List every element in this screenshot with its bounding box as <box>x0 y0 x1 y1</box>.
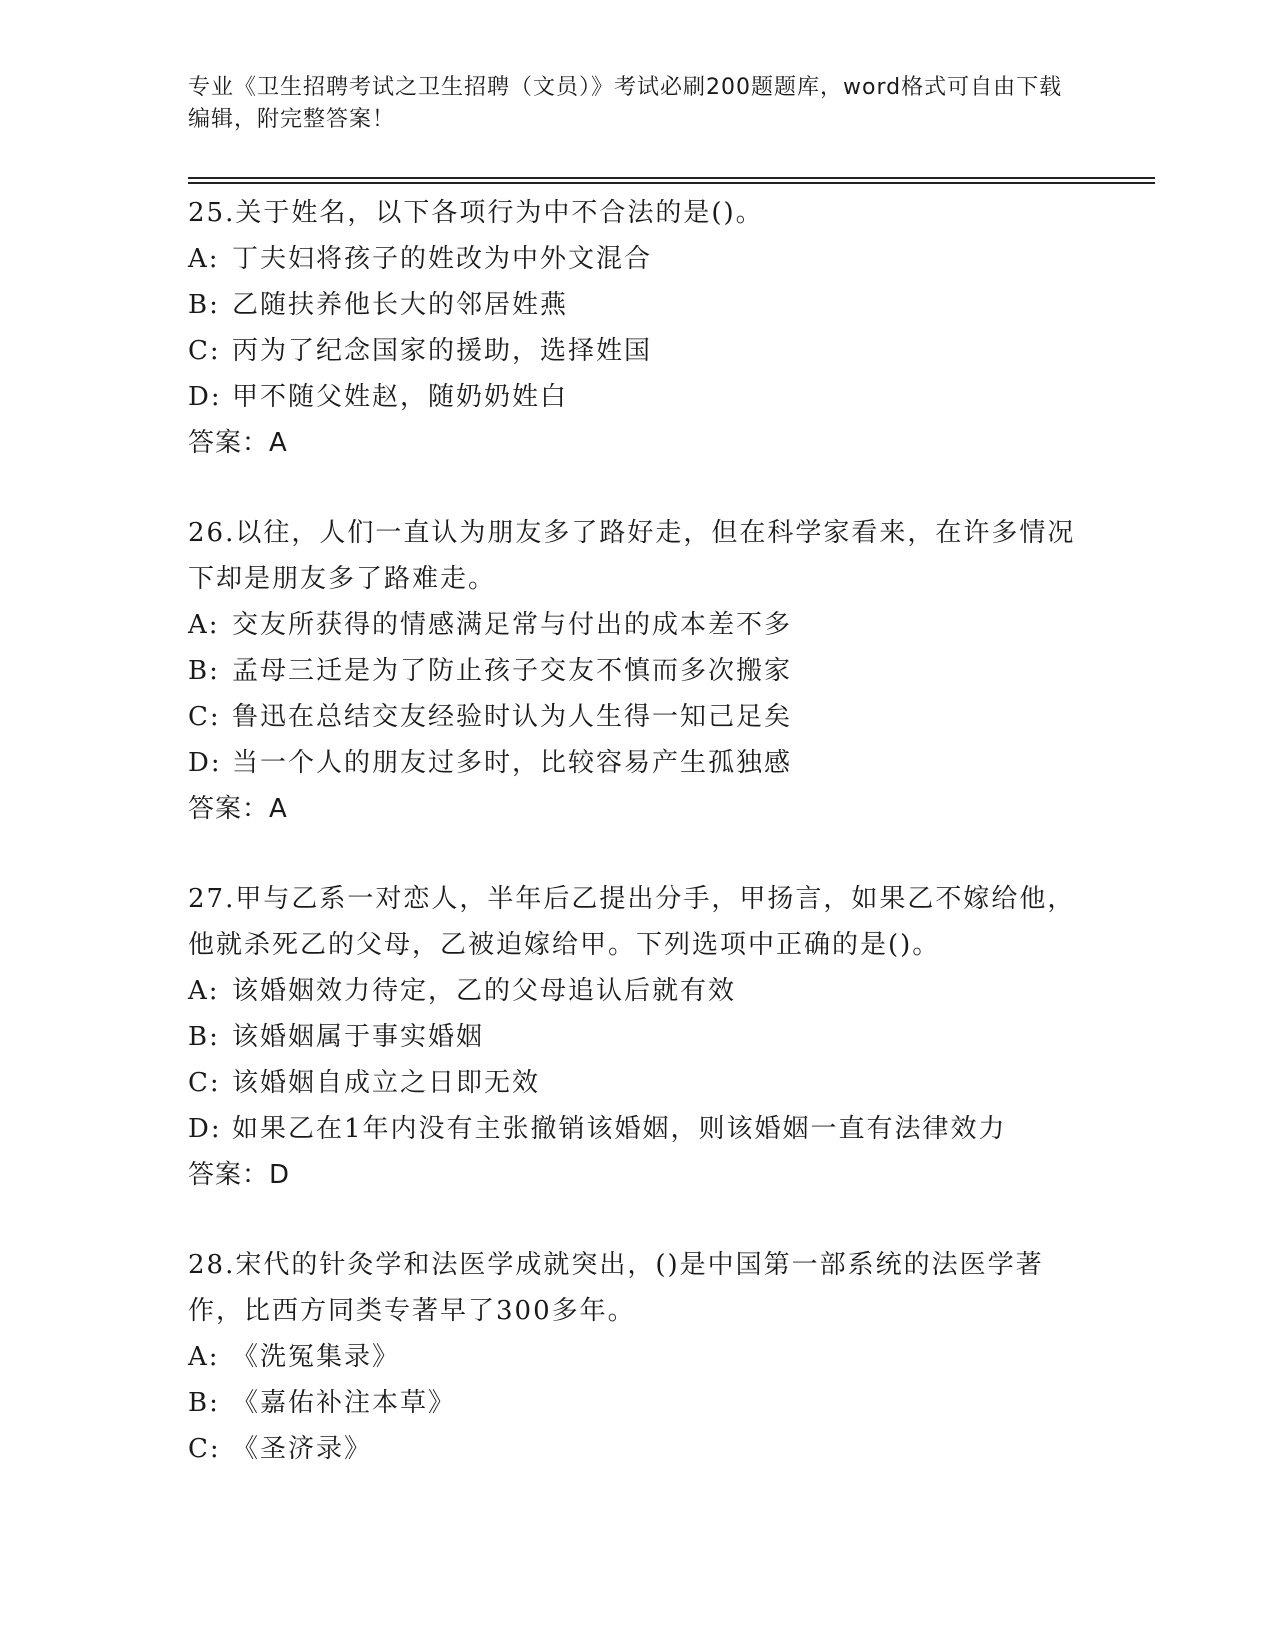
option-text: 交友所获得的情感满足常与付出的成本差不多 <box>232 610 793 640</box>
option-key: B: <box>188 290 220 320</box>
option-a <box>188 968 1088 1014</box>
option-b <box>188 1014 1088 1060</box>
option-key: D: <box>188 382 222 412</box>
option-c <box>188 1060 1088 1106</box>
option-text: 该婚姻自成立之日即无效 <box>232 1068 541 1098</box>
option-text: 《嘉佑补注本草》 <box>232 1388 457 1418</box>
answer: 答案：A <box>188 428 288 458</box>
document-header: 专业《卫生招聘考试之卫生招聘（文员）》考试必刷200题题库，word格式可自由下载编辑，附完整答案！ <box>188 75 1063 132</box>
question-25 <box>188 190 1088 466</box>
answer: 答案：A <box>188 794 288 824</box>
option-key: D: <box>188 1114 222 1144</box>
option-a <box>188 236 1088 282</box>
option-text: 孟母三迁是为了防止孩子交友不慎而多次搬家 <box>232 656 793 686</box>
option-key: A: <box>188 610 220 640</box>
question-list <box>188 190 1088 1516</box>
option-b <box>188 1380 1088 1426</box>
option-a <box>188 602 1088 648</box>
option-d <box>188 1106 1088 1152</box>
question-28 <box>188 1242 1088 1472</box>
option-text: 如果乙在1年内没有主张撤销该婚姻，则该婚姻一直有法律效力 <box>232 1114 1007 1144</box>
question-stem: 28.宋代的针灸学和法医学成就突出，()是中国第一部系统的法医学著作，比西方同类专著早了300多年。 <box>188 1250 1044 1326</box>
option-key: C: <box>188 702 221 732</box>
option-c <box>188 694 1088 740</box>
option-text: 乙随扶养他长大的邻居姓燕 <box>232 290 569 320</box>
option-a <box>188 1334 1088 1380</box>
option-d <box>188 374 1088 420</box>
option-key: B: <box>188 656 220 686</box>
option-text: 《洗冤集录》 <box>232 1342 401 1372</box>
option-text: 丙为了纪念国家的援助，选择姓国 <box>232 336 653 366</box>
option-text: 当一个人的朋友过多时，比较容易产生孤独感 <box>232 748 793 778</box>
option-key: A: <box>188 244 220 274</box>
option-key: D: <box>188 748 222 778</box>
header-divider-bottom <box>188 182 1155 184</box>
option-key: A: <box>188 1342 220 1372</box>
option-b <box>188 282 1088 328</box>
option-b <box>188 648 1088 694</box>
option-text: 该婚姻效力待定，乙的父母追认后就有效 <box>232 976 737 1006</box>
question-26 <box>188 510 1088 832</box>
option-text: 《圣济录》 <box>232 1434 373 1464</box>
option-d <box>188 740 1088 786</box>
option-text: 鲁迅在总结交友经验时认为人生得一知己足矣 <box>232 702 793 732</box>
option-c <box>188 1426 1088 1472</box>
option-key: C: <box>188 1434 221 1464</box>
question-stem: 27.甲与乙系一对恋人，半年后乙提出分手，甲扬言，如果乙不嫁给他，他就杀死乙的父母，乙被迫嫁给甲。下列选项中正确的是()。 <box>188 884 1076 960</box>
option-key: C: <box>188 336 221 366</box>
option-c <box>188 328 1088 374</box>
option-key: C: <box>188 1068 221 1098</box>
option-key: B: <box>188 1388 220 1418</box>
question-stem: 26.以往，人们一直认为朋友多了路好走，但在科学家看来，在许多情况下却是朋友多了路难走。 <box>188 518 1076 594</box>
question-stem: 25.关于姓名，以下各项行为中不合法的是()。 <box>188 198 764 228</box>
question-27 <box>188 876 1088 1198</box>
option-key: B: <box>188 1022 220 1052</box>
option-key: A: <box>188 976 220 1006</box>
option-text: 该婚姻属于事实婚姻 <box>232 1022 485 1052</box>
header-divider-top <box>188 177 1155 179</box>
answer: 答案：D <box>188 1160 291 1190</box>
option-text: 丁夫妇将孩子的姓改为中外文混合 <box>232 244 653 274</box>
option-text: 甲不随父姓赵，随奶奶姓白 <box>232 382 569 412</box>
